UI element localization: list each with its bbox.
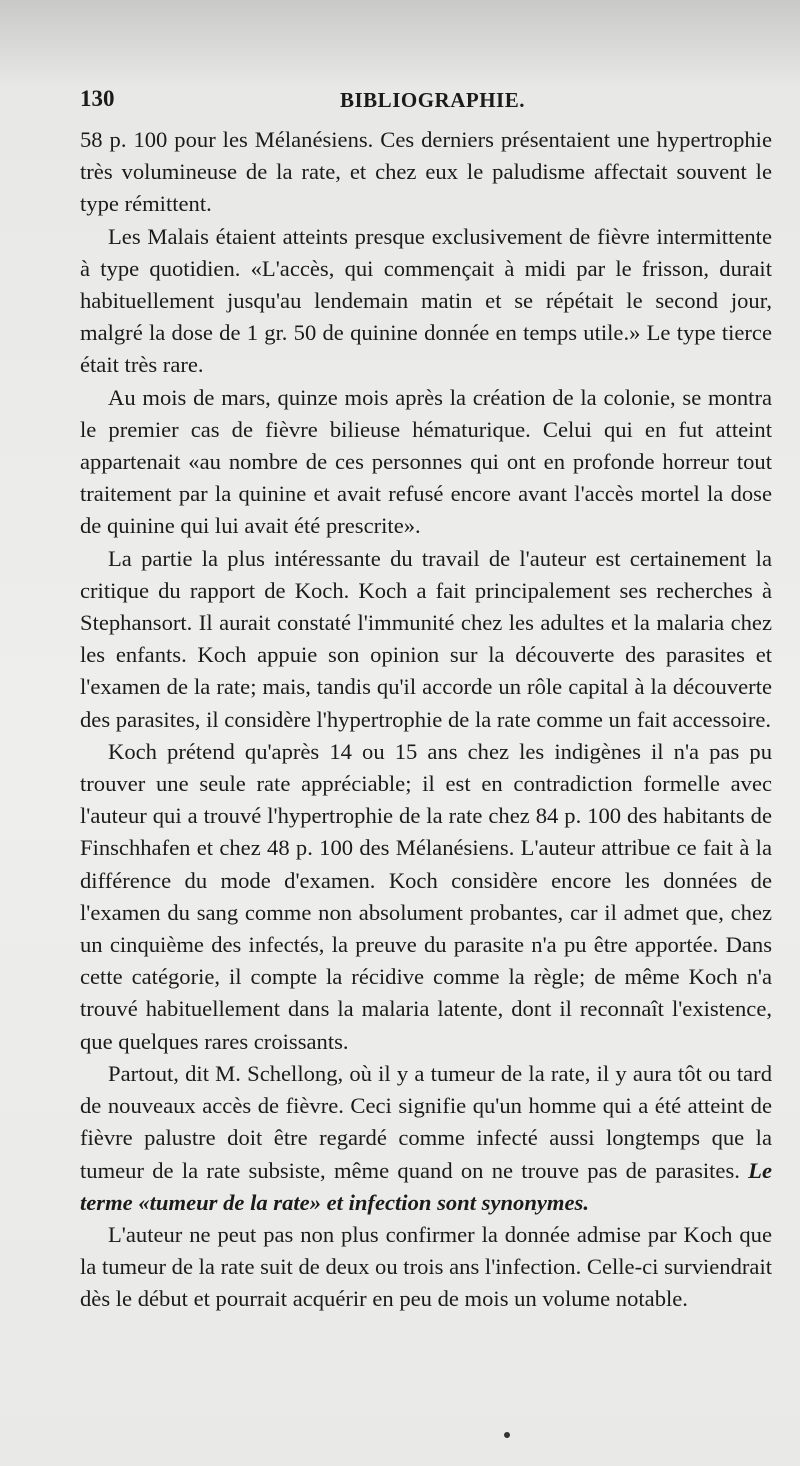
page-header [80,86,760,116]
body-text [80,124,772,1316]
page-number: 130 [80,86,115,111]
paragraph-6 [80,1058,772,1219]
ink-speck [504,1432,510,1438]
running-title: BIBLIOGRAPHIE. [340,88,525,112]
paragraph-2: Les Malais étaient atteints presque exclusivement de fièvre intermittente à type quotidien. «L'accès, qui commençait à midi par le frisson, durait habituellement jusqu'au lendemain matin et se répétait le second jour, malgré la dose de 1 gr. 50 de quinine donnée en temps utile.» Le type tierce était très rare. [80,223,772,378]
paragraph-3: Au mois de mars, quinze mois après la création de la colonie, se montra le premier cas de fièvre bilieuse hématurique. Celui qui en fut atteint appartenait «au nombre de ces personnes qui ont en profonde horreur tout traitement par la quinine et avait refusé encore avant l'accès mortel la dose de quinine qui lui avait été prescrite». [80,384,772,539]
paragraph-5: Koch prétend qu'après 14 ou 15 ans chez les indigènes il n'a pas pu trouver une seule rate appréciable; il est en contradiction formelle avec l'auteur qui a trouvé l'hypertrophie de la rate chez 84 p. 100 des habitants de Finschhafen et chez 48 p. 100 des Mélanésiens. L'auteur attribue ce fait à la différence du mode d'examen. Koch considère encore les données de l'examen du sang comme non absolument probantes, car il admet que, chez un cinquième des infectés, la preuve du parasite n'a pu être apportée. Dans cette catégorie, il compte la récidive comme la règle; de même Koch n'a trouvé habituellement dans la malaria latente, dont il reconnaît l'existence, que quelques rares croissants. [80,738,772,1054]
paragraph-7: L'auteur ne peut pas non plus confirmer la donnée admise par Koch que la tumeur de la rate suit de deux ou trois ans l'infection. Celle-ci surviendrait dès le début et pourrait acquérir en peu de mois un volume notable. [80,1221,772,1312]
paragraph-6-italic: Le terme «tumeur de la rate» et infection sont synonymes. [80,1157,772,1215]
paragraph-6-text: Partout, dit M. Schellong, où il y a tumeur de la rate, il y aura tôt ou tard de nouveaux accès de fièvre. Ceci signifie qu'un homme qui a été atteint de fièvre palustre doit être regardé comme infecté aussi longtemps que la tumeur de la rate subsiste, même quand on ne trouve pas de parasites. [80,1060,772,1183]
paragraph-4: La partie la plus intéressante du travail de l'auteur est certainement la critique du rapport de Koch. Koch a fait principalement ses recherches à Stephansort. Il aurait constaté l'immunité chez les adultes et la malaria chez les enfants. Koch appuie son opinion sur la découverte des parasites et l'examen de la rate; mais, tandis qu'il accorde un rôle capital à la découverte des parasites, il considère l'hypertrophie de la rate comme un fait accessoire. [80,545,772,732]
paragraph-1: 58 p. 100 pour les Mélanésiens. Ces derniers présentaient une hypertrophie très volumineuse de la rate, et chez eux le paludisme affectait souvent le type rémittent. [80,127,772,217]
